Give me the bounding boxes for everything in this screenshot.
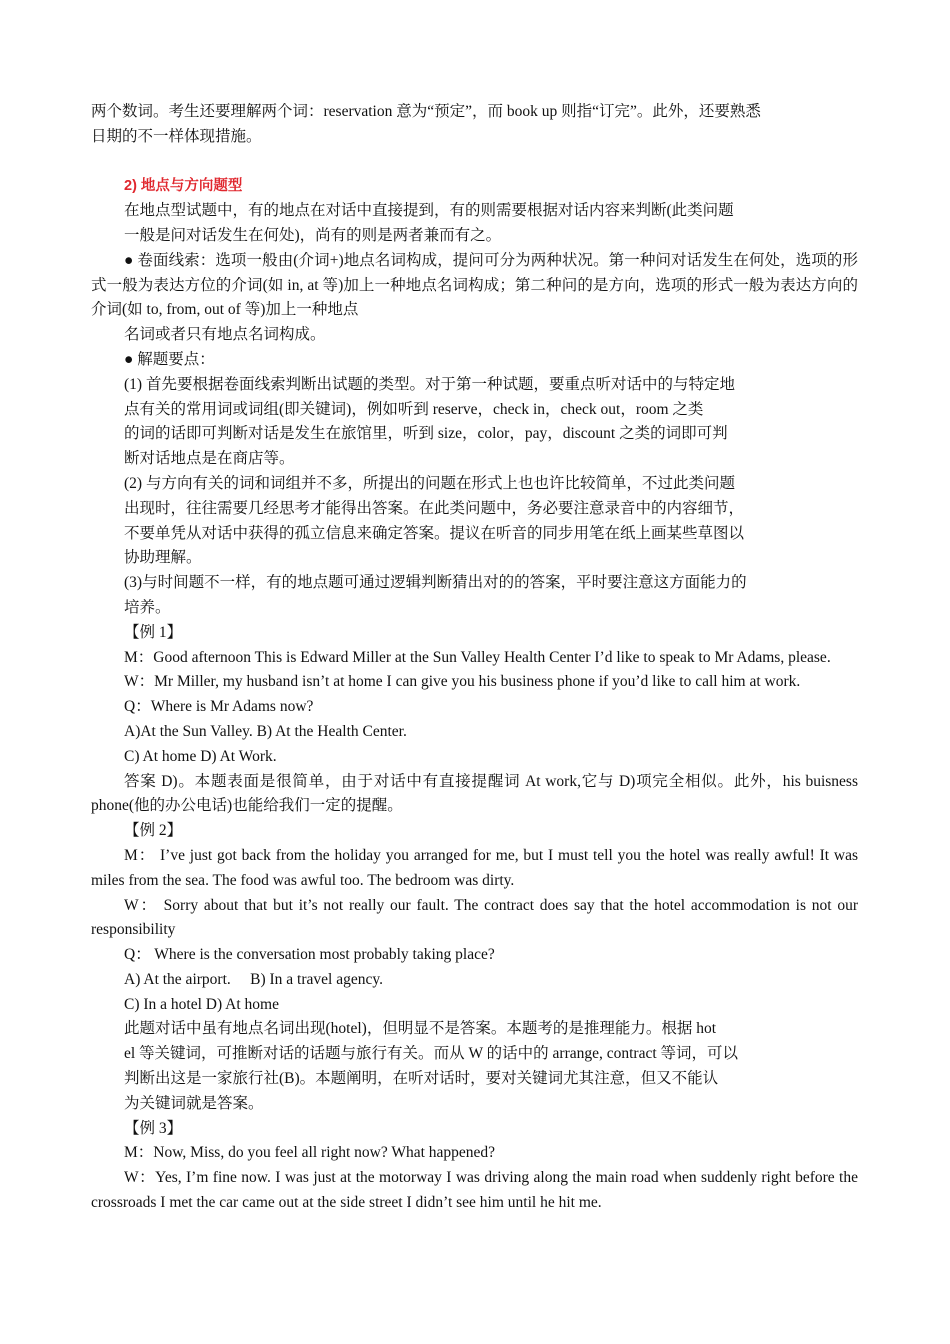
tip-line: 的词的话即可判断对话是发生在旅馆里，听到 size，color，pay，discount 之类的词即可判	[124, 425, 728, 443]
example-2-woman: W： Sorry about that but it’s not really our fault. The contract does say that the hotel accommodation is not our responsibility	[91, 896, 858, 939]
example-1-question: Q：Where is Mr Adams now?	[124, 698, 314, 716]
tip-line: 协助理解。	[124, 549, 202, 567]
tip-line: (1) 首先要根据卷面线索判断出试题的类型。对于第一种试题，要重点听对话中的与特定地	[124, 375, 735, 393]
tip-line: 出现时，往往需要几经思考才能得出答案。在此类问题中，务必要注意录音中的内容细节，	[124, 499, 745, 517]
example-1-answer: 答案 D)。本题表面是很简单，由于对话中有直接提醒词 At work,它与 D)项完全相似。此外，his buisness phone(他的办公电话)也能给我们一定的提醒。	[91, 772, 858, 815]
example-1-label: 【例 1】	[124, 623, 183, 641]
tip-line: 点有关的常用词或词组(即关键词)，例如听到 reserve，check in，check out，room 之类	[124, 400, 704, 418]
example-2-question: Q： Where is the conversation most probably taking place?	[124, 946, 495, 964]
example-3-man: M：Now, Miss, do you feel all right now? What happened?	[124, 1144, 496, 1162]
example-2-man: M： I’ve just got back from the holiday you arranged for me, but I must tell you the hotel was really awful! It was miles from the sea. The food was awful too. The bedroom was dirty.	[91, 846, 858, 889]
section-heading: 2) 地点与方向题型	[124, 178, 243, 195]
document-page	[91, 100, 858, 1216]
tip-line: (3)与时间题不一样，有的地点题可通过逻辑判断猜出对的的答案，平时要注意这方面能力的	[124, 574, 747, 592]
example-2-explain-line: 为关键词就是答案。	[124, 1094, 264, 1112]
intro-line-1: 两个数词。考生还要理解两个词：reservation 意为“预定”，而 book up 则指“订完”。此外，还要熟悉	[91, 103, 761, 120]
example-2-options-cd: C) In a hotel D) At home	[124, 995, 279, 1013]
clue-tail: 名词或者只有地点名词构成。	[124, 326, 326, 344]
intro-line-2: 日期的不一样体现措施。	[91, 127, 262, 145]
tip-line: (2) 与方向有关的词和词组并不多，所提出的问题在形式上也也许比较简单，不过此类问题	[124, 474, 735, 492]
example-3-label: 【例 3】	[124, 1119, 183, 1137]
example-2-explain-line: 此题对话中虽有地点名词出现(hotel)，但明显不是答案。本题考的是推理能力。根据 hot	[124, 1020, 716, 1038]
example-3-woman: W：Yes, I’m fine now. I was just at the motorway I was driving along the main road when suddenly right before the crossroads I met the car came out at the side street I didn’t see him until he hit me.	[91, 1169, 858, 1212]
example-1-woman: W：Mr Miller, my husband isn’t at home I can give you his business phone if you’d like to call him at work.	[124, 673, 801, 691]
clue-paragraph: ● 卷面线索：选项一般由(介词+)地点名词构成，提问可分为两种状况。第一种问对话发生在何处，选项的形式一般为表达方位的介词(如 in, at 等)加上一种地点名词构成；第二种问的是方向，选项的形式一般为表达方向的介词(如 to, from, out of 等)加上一种地点	[91, 251, 858, 319]
example-2-options-ab: A) At the airport. B) In a travel agency.	[124, 970, 383, 988]
section-intro-line-2: 一般是问对话发生在何处)，尚有的则是两者兼而有之。	[124, 226, 502, 244]
tip-line: 断对话地点是在商店等。	[124, 450, 295, 468]
tip-line: 不要单凭从对话中获得的孤立信息来确定答案。提议在听音的同步用笔在纸上画某些草图以	[124, 524, 745, 542]
example-2-explain-line: 判断出这是一家旅行社(B)。本题阐明，在听对话时，要对关键词尤其注意，但又不能认	[124, 1070, 719, 1088]
example-1-options-ab: A)At the Sun Valley. B) At the Health Center.	[124, 722, 407, 740]
tip-line: 培养。	[124, 598, 171, 616]
example-2-explain-line: el 等关键词，可推断对话的话题与旅行有关。而从 W 的话中的 arrange, contract 等词，可以	[124, 1045, 739, 1063]
section-intro-line-1: 在地点型试题中，有的地点在对话中直接提到，有的则需要根据对话内容来判断(此类问题	[124, 202, 734, 220]
example-1-options-cd: C) At home D) At Work.	[124, 747, 277, 765]
example-1-man: M：Good afternoon This is Edward Miller at the Sun Valley Health Center I’d like to speak to Mr Adams, please.	[124, 648, 831, 666]
tips-title: ● 解题要点：	[124, 350, 215, 368]
example-2-label: 【例 2】	[124, 822, 183, 840]
